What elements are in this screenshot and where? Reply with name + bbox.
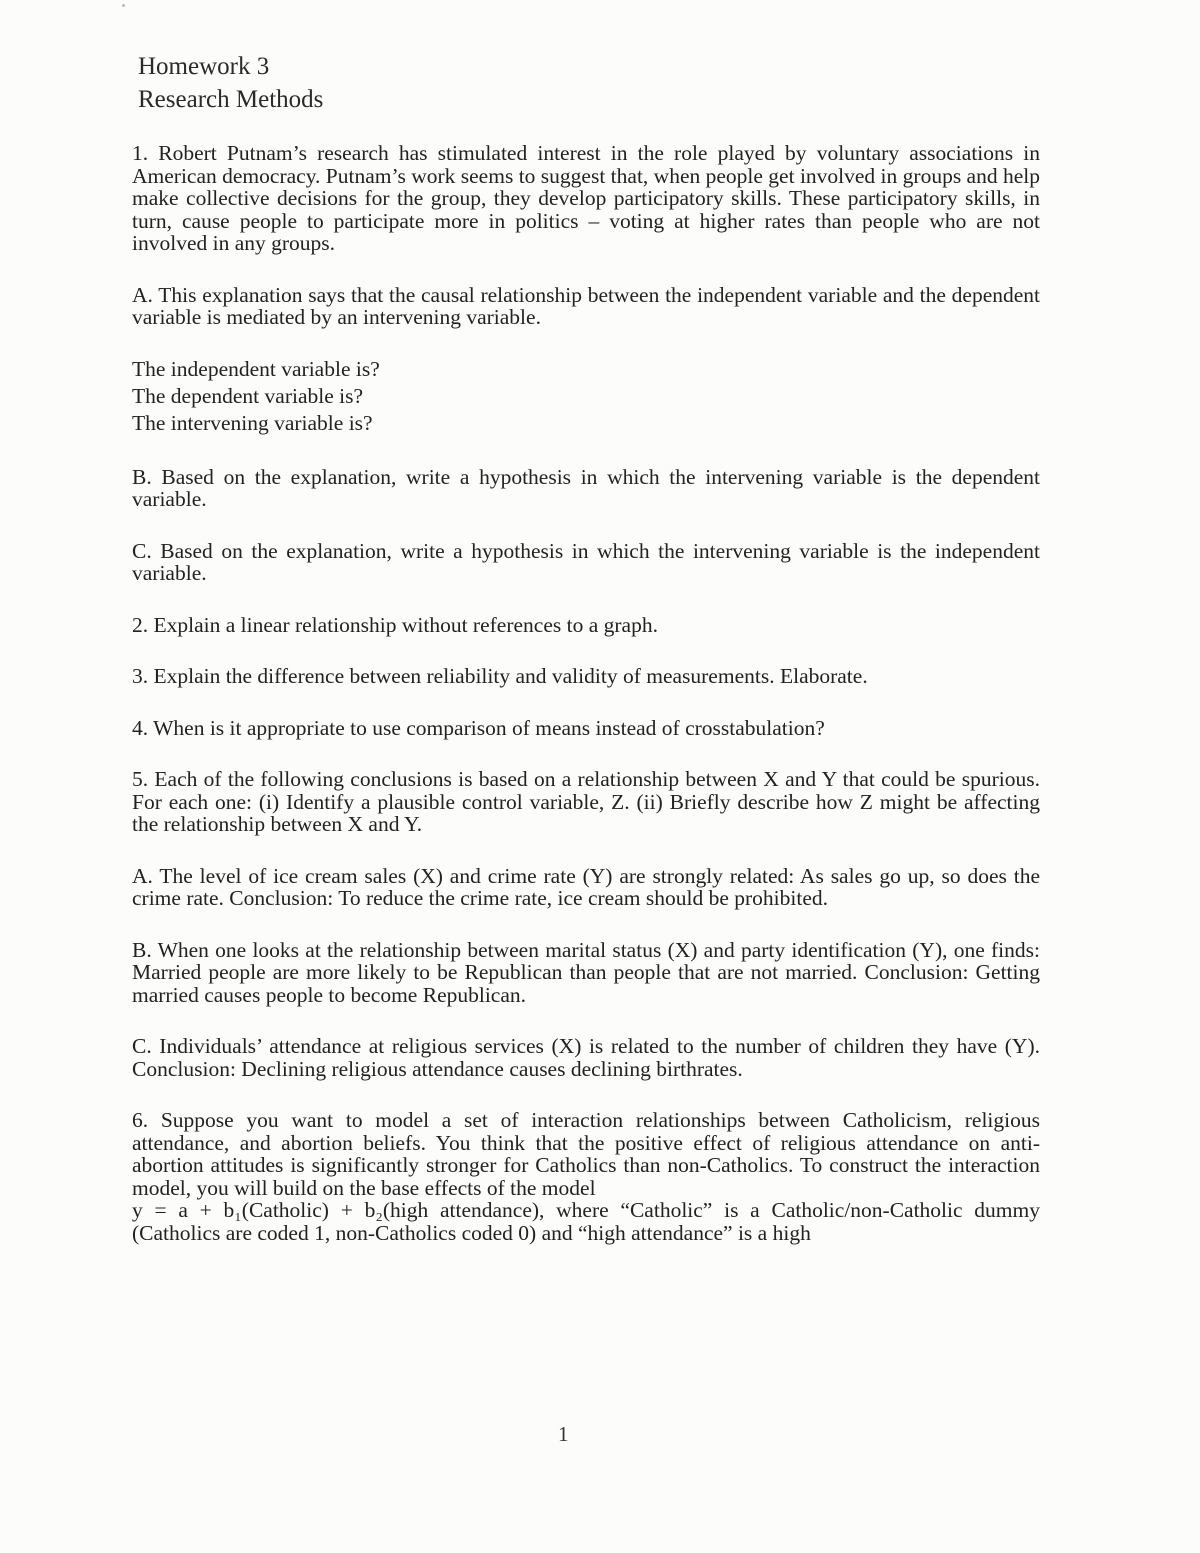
question-5-intro: 5. Each of the following conclusions is based on a relationship between X and Y that could be spurious. For each one: (i) Identify a plausible control variable, Z. (ii) Briefly describe how Z might be affecting the relationship between X and Y. xyxy=(132,767,1040,836)
question-6-intro: 6. Suppose you want to model a set of interaction relationships between Catholicism, religious attendance, and abortion beliefs. You think that the positive effect of religious attendance on anti-abortion attitudes is significantly stronger for Catholics than non-Catholics. To construct the interaction model, you will build on the base effects of the model xyxy=(132,1108,1040,1200)
question-6-model: y = a + b₁(Catholic) + b₂(high attendance), where “Catholic” is a Catholic/non-Catholic dummy (Catholics are coded 1, non-Catholics coded 0) and “high attendance” is a high xyxy=(132,1198,1040,1245)
question-1-part-a-prompts xyxy=(132,356,1040,437)
question-4: 4. When is it appropriate to use comparison of means instead of crosstabulation? xyxy=(132,715,825,740)
independent-variable-prompt: The independent variable is? xyxy=(132,356,380,381)
question-2: 2. Explain a linear relationship without references to a graph. xyxy=(132,612,658,637)
question-1-part-c: C. Based on the explanation, write a hypothesis in which the intervening variable is the independent variable. xyxy=(132,538,1040,585)
question-3: 3. Explain the difference between reliability and validity of measurements. Elaborate. xyxy=(132,664,868,688)
question-1-part-a: A. This explanation says that the causal relationship between the independent variable and the dependent variable is mediated by an intervening variable. xyxy=(132,282,1040,329)
question-6 xyxy=(132,1109,1040,1244)
question-5-part-a: A. The level of ice cream sales (X) and crime rate (Y) are strongly related: As sales go up, so does the crime rate. Conclusion: To reduce the crime rate, ice cream should be prohibited. xyxy=(132,863,1040,910)
document-title: Homework 3 xyxy=(138,53,270,80)
question-5-part-c: C. Individuals’ attendance at religious services (X) is related to the number of children they have (Y). Conclusion: Declining religious attendance causes declining birthrates. xyxy=(132,1034,1040,1081)
dependent-variable-prompt: The dependent variable is? xyxy=(132,383,364,408)
document-subtitle: Research Methods xyxy=(138,86,324,113)
scan-speck xyxy=(122,4,125,7)
question-1-part-b: B. Based on the explanation, write a hypothesis in which the intervening variable is the dependent variable. xyxy=(132,464,1040,511)
question-1-intro: 1. Robert Putnam’s research has stimulated interest in the role played by voluntary associations in American democracy. Putnam’s work seems to suggest that, when people get involved in groups and help make collective decisions for the group, they develop participatory skills. These participatory skills, in turn, cause people to participate more in politics – voting at higher rates than people who are not involved in any groups. xyxy=(132,141,1040,255)
intervening-variable-prompt: The intervening variable is? xyxy=(132,410,373,435)
document-body xyxy=(132,142,1040,1244)
document-header xyxy=(138,50,323,116)
question-5-part-b: B. When one looks at the relationship between marital status (X) and party identification (Y), one finds: Married people are more likely to be Republican than people that are not married. Conclusion: Getting married causes people to become Republican. xyxy=(132,937,1040,1007)
page-number: 1 xyxy=(558,1422,569,1446)
